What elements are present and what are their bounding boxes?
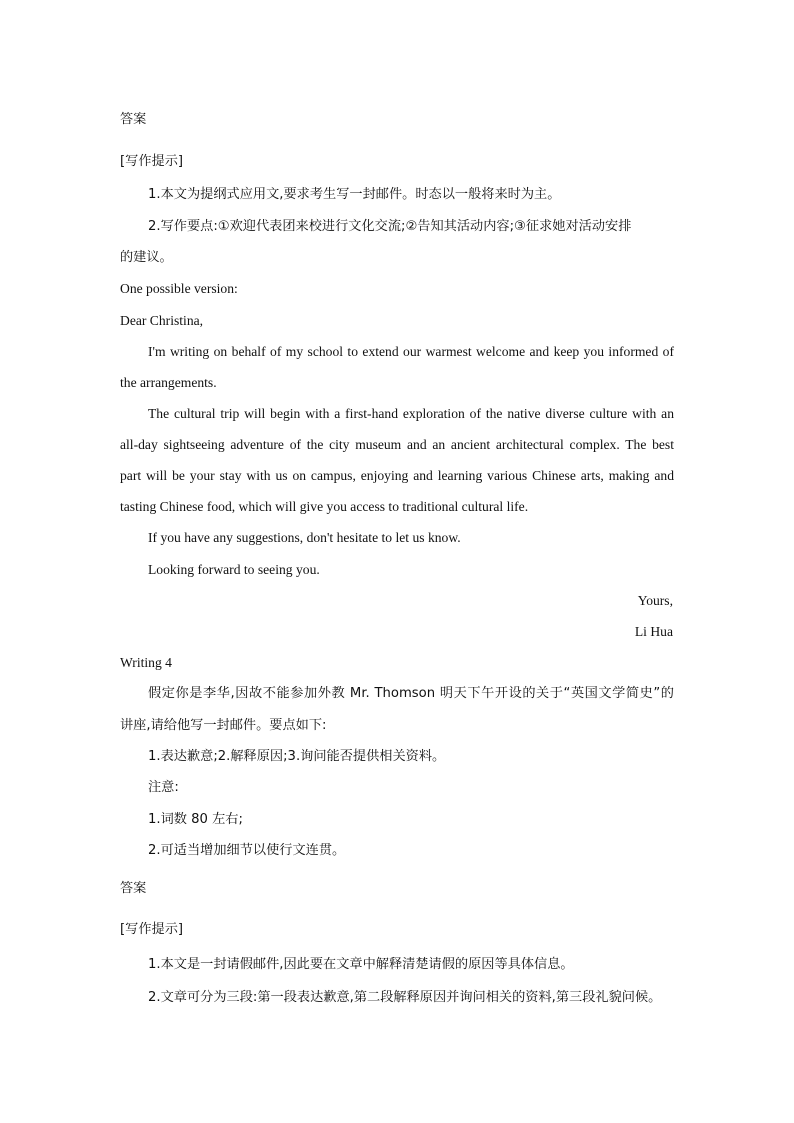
hint-item-1-2: 1.本文是一封请假邮件,因此要在文章中解释清楚请假的原因等具体信息。 [148,957,574,972]
answer-label: 答案 [120,112,147,127]
hint-item-1: 1.本文为提纲式应用文,要求考生写一封邮件。时态以一般将来时为主。 [148,187,561,202]
version-label: One possible version: [120,281,238,296]
letter-closing: Yours, [637,593,673,608]
task-prompt-line-1: 假定你是李华,因故不能参加外教 Mr. Thomson 明天下午开设的关于“英国文学简史”的 [148,686,674,701]
writing-hint-label-2: [写作提示] [120,922,184,937]
letter-paragraph-2-line-3: part will be your stay with us on campus, enjoying and learning various Chinese arts, making and [120,468,674,483]
task-prompt-line-2: 讲座,请给他写一封邮件。要点如下: [120,718,327,733]
task-points: 1.表达歉意;2.解释原因;3.询问能否提供相关资料。 [148,749,446,764]
letter-paragraph-2-line-4: tasting Chinese food, which will give you access to traditional cultural life. [120,499,529,514]
writing-hint-label: [写作提示] [120,154,184,169]
note-item-2: 2.可适当增加细节以使行文连贯。 [148,843,346,858]
note-label: 注意: [148,780,179,795]
letter-signature: Li Hua [634,624,673,639]
letter-paragraph-2-line-2: all-day sightseeing adventure of the city museum and an ancient architectural complex. The best [120,437,674,452]
note-item-1: 1.词数 80 左右; [148,812,243,827]
hint-item-2-2: 2.文章可分为三段:第一段表达歉意,第二段解释原因并询问相关的资料,第三段礼貌问候。 [148,990,662,1005]
letter-paragraph-2-line-1: The cultural trip will begin with a first-hand exploration of the native diverse culture with an [148,406,674,421]
hint-item-2-line-2: 的建议。 [120,250,173,265]
letter-salutation: Dear Christina, [120,313,204,328]
letter-paragraph-1-line-1: I'm writing on behalf of my school to extend our warmest welcome and keep you informed of [148,344,674,359]
section-title: Writing 4 [120,655,172,670]
answer-label-2: 答案 [120,881,147,896]
hint-item-2-line-1: 2.写作要点:①欢迎代表团来校进行文化交流;②告知其活动内容;③征求她对活动安排 [148,219,632,234]
letter-paragraph-4: Looking forward to seeing you. [148,562,320,577]
letter-paragraph-1-line-2: the arrangements. [120,375,217,390]
letter-paragraph-3: If you have any suggestions, don't hesitate to let us know. [148,530,461,545]
